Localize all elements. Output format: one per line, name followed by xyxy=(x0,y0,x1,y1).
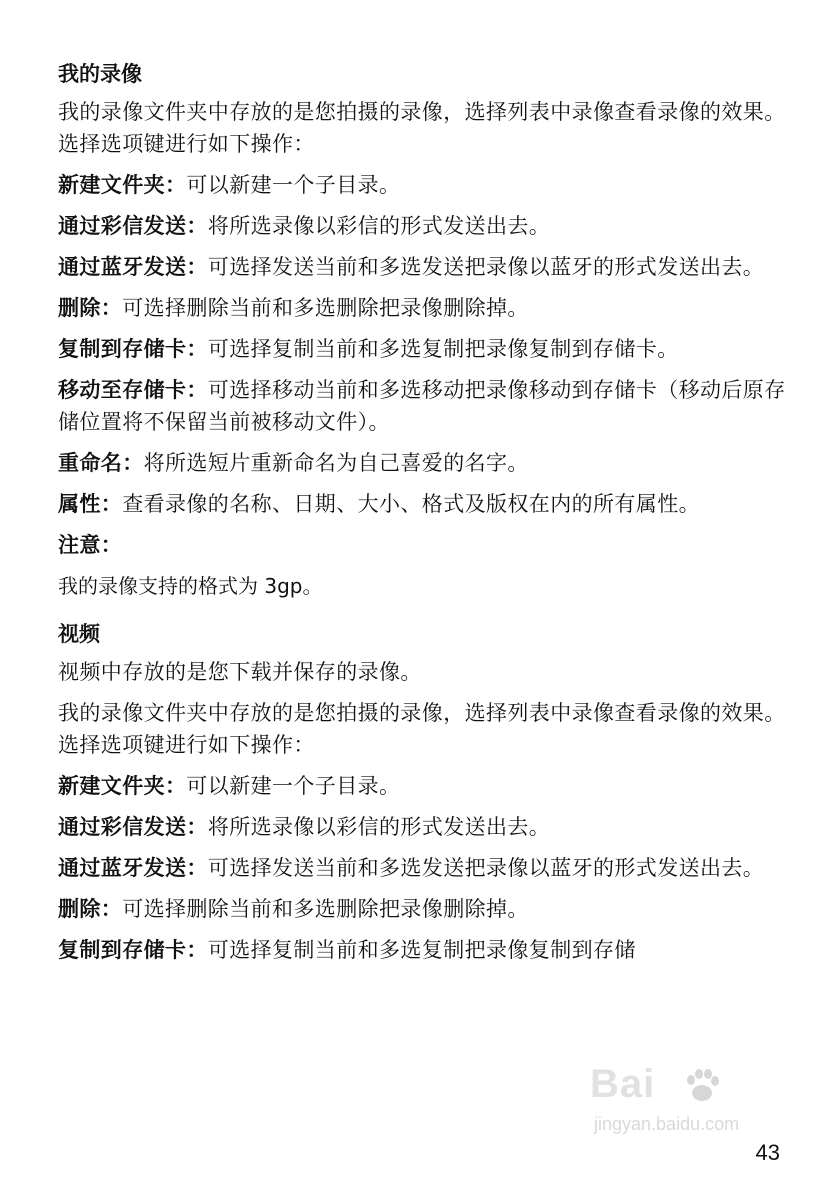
section-my-videos xyxy=(58,58,788,602)
option-desc: 将所选短片重新命名为自己喜爱的名字。 xyxy=(143,451,529,475)
option-desc: 可选择发送当前和多选发送把录像以蓝牙的形式发送出去。 xyxy=(207,856,765,880)
option-copy-to-card xyxy=(58,333,788,365)
intro-paragraph: 我的录像文件夹中存放的是您拍摄的录像，选择列表中录像查看录像的效果。选择选项键进行如下操作： xyxy=(58,100,786,156)
option-term: 通过彩信发送： xyxy=(58,815,208,839)
option-term: 属性： xyxy=(58,492,123,516)
option-term: 通过彩信发送： xyxy=(58,214,208,238)
option-desc: 可选择删除当前和多选删除把录像删除掉。 xyxy=(122,296,529,320)
option-term: 通过蓝牙发送： xyxy=(58,255,208,279)
option-properties xyxy=(58,488,788,520)
option-term: 重命名： xyxy=(58,451,144,475)
option-desc: 可以新建一个子目录。 xyxy=(186,173,401,197)
option-desc: 查看录像的名称、日期、大小、格式及版权在内的所有属性。 xyxy=(122,492,701,516)
option-send-mms xyxy=(58,210,788,242)
document-page xyxy=(58,58,788,975)
option-desc: 可选择移动当前和多选移动把录像移动到存储卡（移动后原存储位置将不保留当前被移动文件）。 xyxy=(58,378,786,434)
option-term: 删除： xyxy=(58,897,123,921)
watermark-url: jingyan.baidu.com xyxy=(594,1114,740,1134)
intro-paragraph: 我的录像文件夹中存放的是您拍摄的录像，选择列表中录像查看录像的效果。选择选项键进行如下操作： xyxy=(58,701,786,757)
option-desc: 可选择复制当前和多选复制把录像复制到存储卡。 xyxy=(207,337,679,361)
page-number: 43 xyxy=(755,1140,780,1165)
option-new-folder xyxy=(58,770,788,802)
option-term: 新建文件夹： xyxy=(58,173,187,197)
paw-icon xyxy=(682,1066,722,1106)
option-send-mms xyxy=(58,811,788,843)
option-move-to-card xyxy=(58,374,788,438)
intro-paragraph: 视频中存放的是您下载并保存的录像。 xyxy=(58,660,422,684)
note-body: 我的录像支持的格式为 3gp。 xyxy=(58,574,323,598)
option-delete xyxy=(58,893,788,925)
option-term: 复制到存储卡： xyxy=(58,337,208,361)
option-new-folder xyxy=(58,169,788,201)
section-heading: 视频 xyxy=(58,622,100,646)
option-term: 复制到存储卡： xyxy=(58,938,208,962)
option-term: 通过蓝牙发送： xyxy=(58,856,208,880)
option-send-bluetooth xyxy=(58,251,788,283)
section-video xyxy=(58,618,788,966)
option-desc: 可选择发送当前和多选发送把录像以蓝牙的形式发送出去。 xyxy=(207,255,765,279)
baidu-watermark xyxy=(590,1062,790,1152)
option-desc: 将所选录像以彩信的形式发送出去。 xyxy=(207,214,551,238)
option-desc: 可以新建一个子目录。 xyxy=(186,774,401,798)
option-desc: 可选择复制当前和多选复制把录像复制到存储 xyxy=(207,938,636,962)
section-heading: 我的录像 xyxy=(58,62,142,86)
option-desc: 可选择删除当前和多选删除把录像删除掉。 xyxy=(122,897,529,921)
option-send-bluetooth xyxy=(58,852,788,884)
option-desc: 将所选录像以彩信的形式发送出去。 xyxy=(207,815,551,839)
option-copy-to-card xyxy=(58,934,788,966)
option-delete xyxy=(58,292,788,324)
option-rename xyxy=(58,447,788,479)
watermark-logo-text: Bai xyxy=(590,1062,656,1106)
note-label: 注意： xyxy=(58,533,123,557)
option-term: 移动至存储卡： xyxy=(58,378,208,402)
option-term: 删除： xyxy=(58,296,123,320)
option-term: 新建文件夹： xyxy=(58,774,187,798)
